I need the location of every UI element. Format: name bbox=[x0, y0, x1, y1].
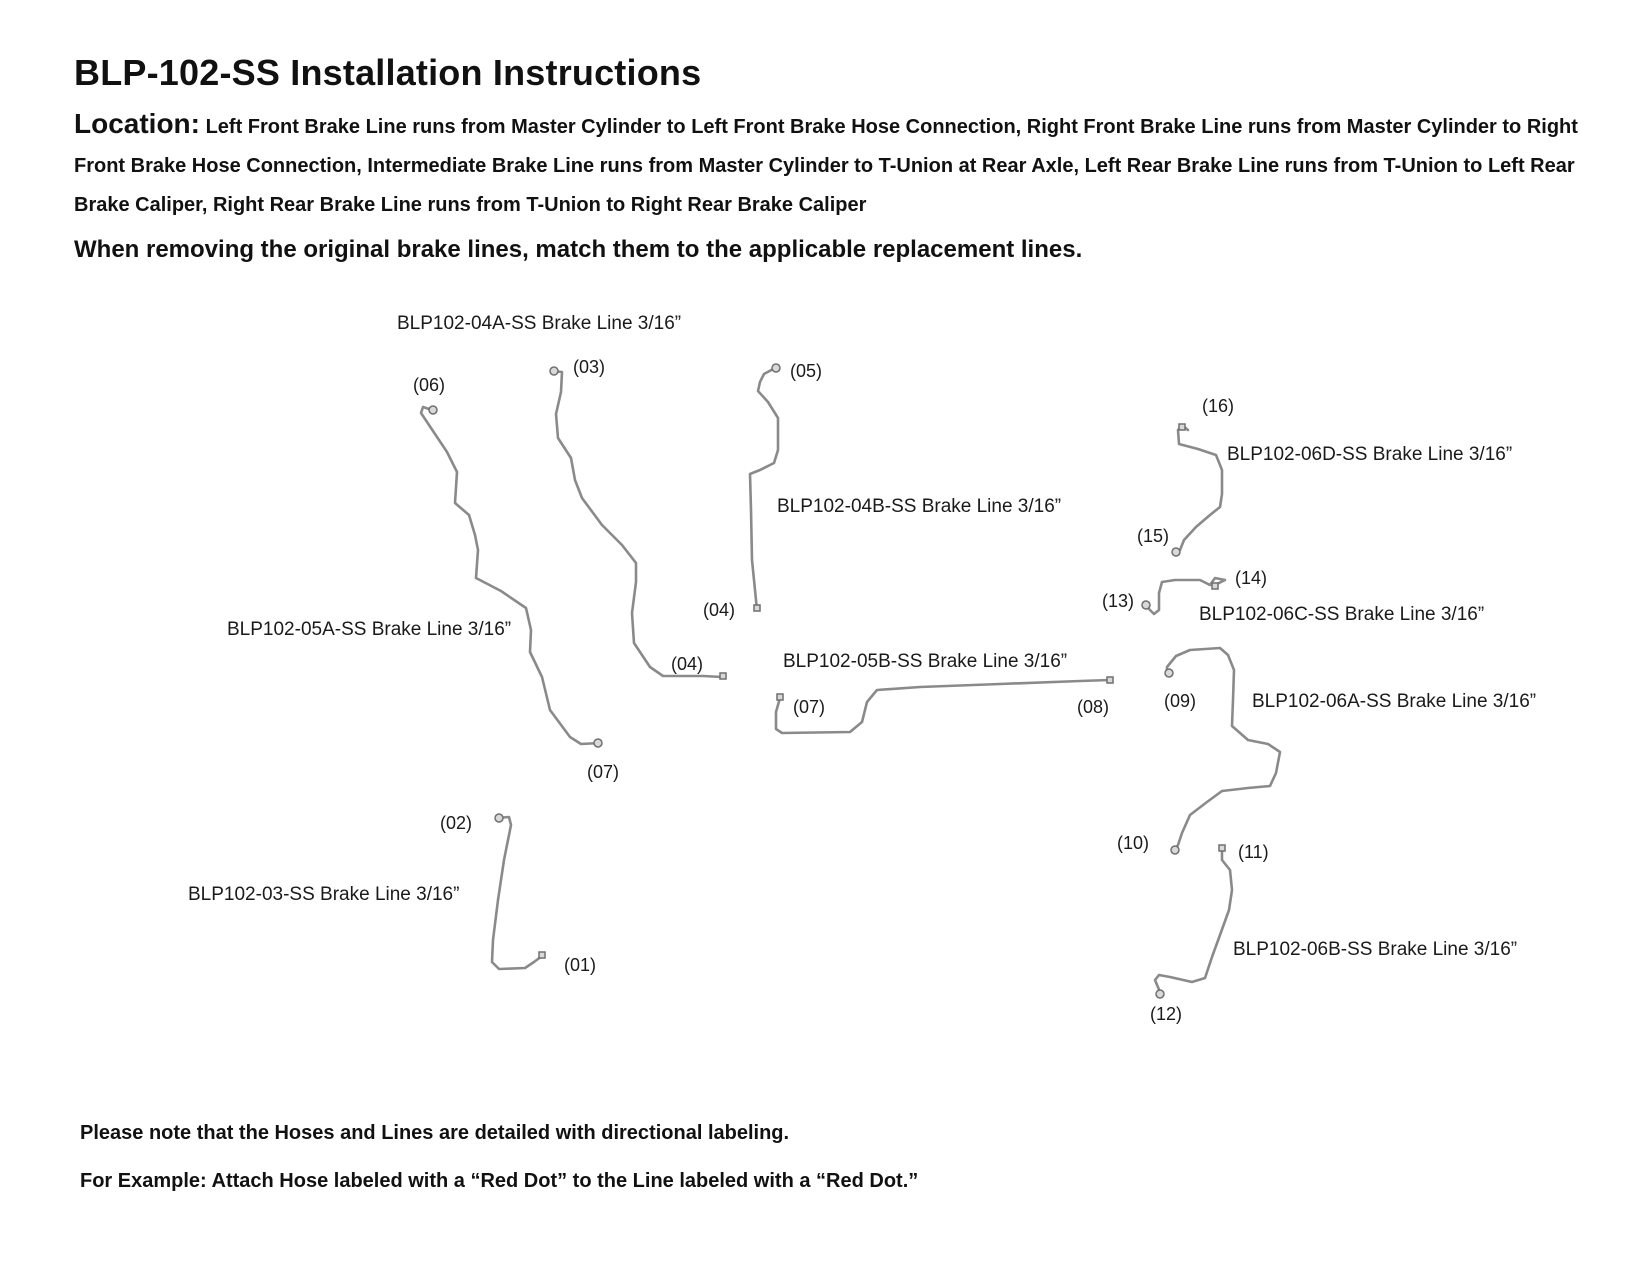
fitting-01 bbox=[539, 952, 545, 958]
end-label-11: (11) bbox=[1238, 842, 1269, 862]
location-label: Location: bbox=[74, 108, 200, 139]
end-label-09: (09) bbox=[1164, 691, 1197, 711]
brake-line-05b-tube bbox=[776, 680, 1110, 733]
fitting-03 bbox=[550, 367, 558, 375]
brake-line-05a bbox=[227, 375, 619, 782]
end-label-01: (01) bbox=[564, 955, 597, 975]
brake-line-03-tube bbox=[492, 817, 542, 969]
fitting-02 bbox=[495, 814, 503, 822]
brake-line-06a bbox=[1117, 648, 1536, 854]
brake-line-06c bbox=[1102, 568, 1484, 625]
brake-line-05b-label: BLP102-05B-SS Brake Line 3/16” bbox=[783, 651, 1068, 672]
fitting-07a bbox=[594, 739, 602, 747]
end-label-05: (05) bbox=[790, 361, 823, 381]
brake-line-05b bbox=[776, 651, 1113, 733]
brake-line-06d-tube bbox=[1175, 425, 1222, 553]
brake-line-04a-tube bbox=[553, 371, 722, 677]
fitting-16 bbox=[1179, 424, 1185, 430]
fitting-08 bbox=[1107, 677, 1113, 683]
end-label-04a: (04) bbox=[671, 654, 704, 674]
brake-line-04b-tube bbox=[750, 368, 778, 610]
brake-line-04b bbox=[703, 361, 1061, 620]
end-label-06: (06) bbox=[413, 375, 446, 395]
end-label-15: (15) bbox=[1137, 526, 1170, 546]
end-label-04b: (04) bbox=[703, 600, 736, 620]
match-instruction: When removing the original brake lines, match them to the applicable replacement lines. bbox=[74, 236, 1083, 263]
end-label-10: (10) bbox=[1117, 833, 1150, 853]
brake-line-05a-label: BLP102-05A-SS Brake Line 3/16” bbox=[227, 619, 512, 640]
brake-line-06a-tube bbox=[1167, 648, 1280, 851]
fitting-06 bbox=[429, 406, 437, 414]
brake-line-06a-label: BLP102-06A-SS Brake Line 3/16” bbox=[1252, 691, 1537, 712]
end-label-03: (03) bbox=[573, 357, 606, 377]
end-label-14: (14) bbox=[1235, 568, 1268, 588]
fitting-14 bbox=[1212, 583, 1218, 589]
brake-line-03-label: BLP102-03-SS Brake Line 3/16” bbox=[188, 884, 460, 905]
fitting-09 bbox=[1165, 669, 1173, 677]
brake-line-06b bbox=[1150, 842, 1517, 1024]
brake-line-06d-label: BLP102-06D-SS Brake Line 3/16” bbox=[1227, 444, 1513, 465]
location-text: Left Front Brake Line runs from Master Cylinder to Left Front Brake Hose Connection, Right Front Brake Line runs from Master Cylinder to Right Front Brake Hose Connection, Intermediate Brake Line runs from Master Cylinder to T-Union at Rear Axle, Left Rear Brake Line runs from T-Union to Left Rear Brake Caliper, Right Rear Brake Line runs from T-Union to Right Rear Brake Caliper bbox=[74, 116, 1578, 216]
brake-line-03 bbox=[188, 813, 596, 975]
fitting-15 bbox=[1172, 548, 1180, 556]
end-label-07b: (07) bbox=[793, 697, 826, 717]
brake-line-05a-tube bbox=[421, 407, 600, 744]
brake-line-06b-tube bbox=[1155, 848, 1232, 996]
brake-line-06b-label: BLP102-06B-SS Brake Line 3/16” bbox=[1233, 939, 1518, 960]
directional-labeling-note: Please note that the Hoses and Lines are detailed with directional labeling. bbox=[80, 1122, 790, 1144]
fitting-11 bbox=[1219, 845, 1225, 851]
end-label-08: (08) bbox=[1077, 697, 1110, 717]
brake-line-06c-label: BLP102-06C-SS Brake Line 3/16” bbox=[1199, 604, 1485, 625]
end-label-12: (12) bbox=[1150, 1004, 1183, 1024]
end-label-16: (16) bbox=[1202, 396, 1235, 416]
page-title: BLP-102-SS Installation Instructions bbox=[74, 52, 702, 93]
fitting-13 bbox=[1142, 601, 1150, 609]
fitting-07b bbox=[777, 694, 783, 700]
fitting-12 bbox=[1156, 990, 1164, 998]
brake-line-04b-label: BLP102-04B-SS Brake Line 3/16” bbox=[777, 496, 1062, 517]
end-label-02: (02) bbox=[440, 813, 473, 833]
fitting-04b bbox=[754, 605, 760, 611]
end-label-13: (13) bbox=[1102, 591, 1135, 611]
end-label-07a: (07) bbox=[587, 762, 620, 782]
fitting-05 bbox=[772, 364, 780, 372]
fitting-10 bbox=[1171, 846, 1179, 854]
fitting-04a bbox=[720, 673, 726, 679]
brake-line-04a-label: BLP102-04A-SS Brake Line 3/16” bbox=[397, 313, 682, 334]
brake-line-06d bbox=[1137, 396, 1512, 556]
red-dot-example-note: For Example: Attach Hose labeled with a “Red Dot” to the Line labeled with a “Red Dot.” bbox=[80, 1170, 919, 1192]
